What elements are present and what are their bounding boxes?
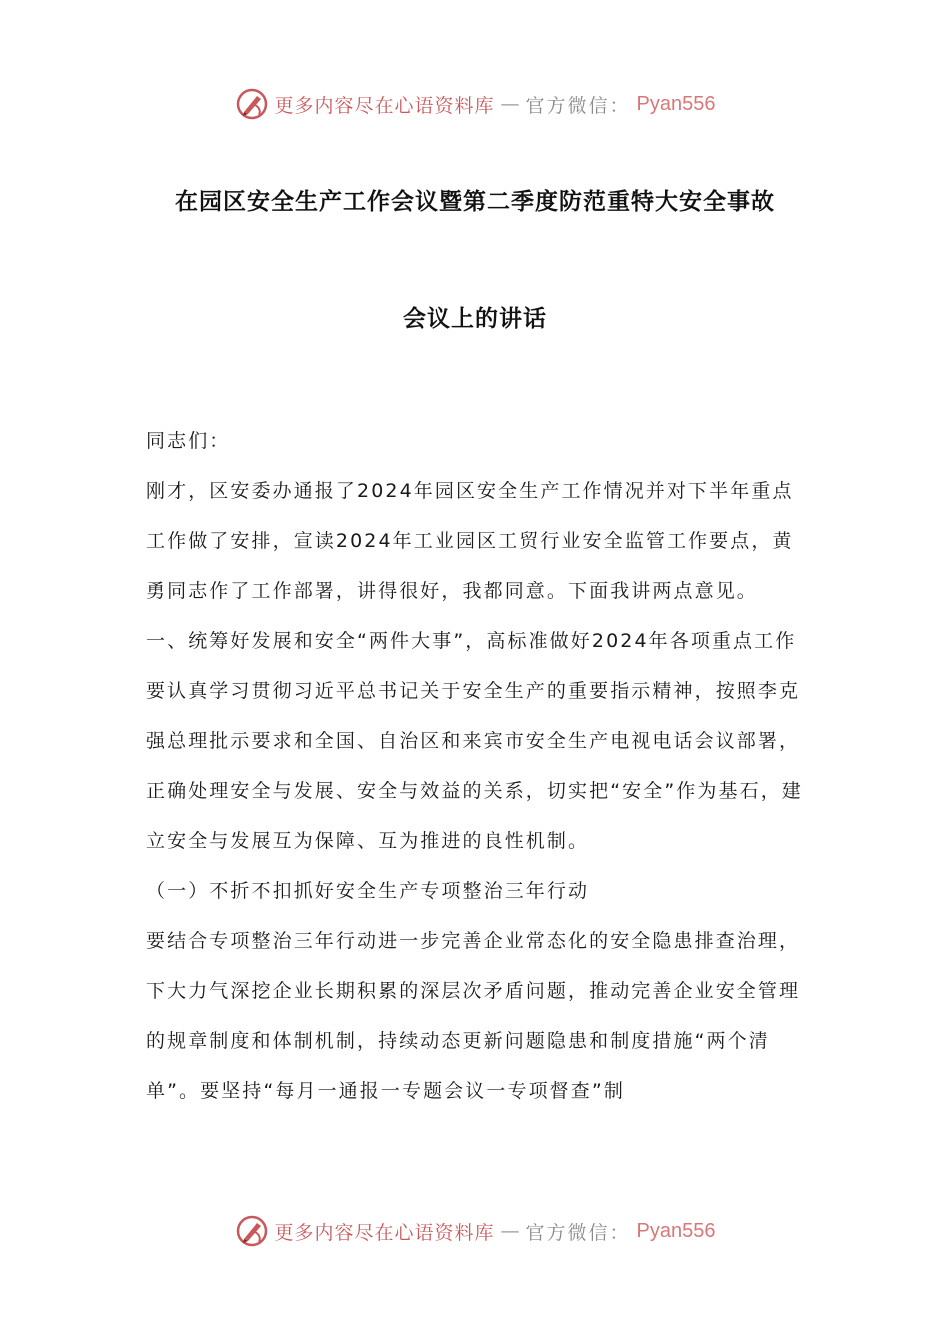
watermark-separator: — [500, 93, 520, 115]
watermark-banner-top [0, 84, 950, 124]
paragraph-2: 要认真学习贯彻习近平总书记关于安全生产的重要指示精神，按照李克强总理批示要求和全国、自治区和来宾市安全生产电视电话会议部署，正确处理安全与发展、安全与效益的关系，切实把“安全”作为基石，建立安全与发展互为保障、互为推进的良性机制。 [146, 680, 803, 852]
watermark-wechat-id: Pyan556 [636, 92, 716, 115]
document-title-line1: 在园区安全生产工作会议暨第二季度防范重特大安全事故 [175, 189, 775, 215]
document-title-line2: 会议上的讲话 [403, 306, 547, 332]
watermark-wechat-id: Pyan556 [636, 1219, 716, 1242]
pen-logo-icon [235, 87, 269, 121]
pen-logo-icon [235, 1214, 269, 1248]
watermark-separator: — [500, 1220, 520, 1242]
paragraph-3: 要结合专项整治三年行动进一步完善企业常态化的安全隐患排查治理，下大力气深挖企业长期积累的深层次矛盾问题，推动完善企业安全管理的规章制度和体制机制，持续动态更新问题隐患和制度措施“两个清单”。要坚持“每月一通报一专题会议一专项督查”制 [146, 930, 801, 1102]
watermark-banner-bottom [0, 1211, 950, 1251]
salutation: 同志们： [146, 430, 231, 452]
paragraph-1: 刚才，区安委办通报了2024年园区安全生产工作情况并对下半年重点工作做了安排，宣读2024年工业园区工贸行业安全监管工作要点，黄勇同志作了工作部署，讲得很好，我都同意。下面我讲两点意见。 [146, 480, 794, 602]
watermark-official-label: 官方微信： [525, 1221, 631, 1244]
watermark-official-label: 官方微信： [525, 94, 631, 117]
document-body [146, 416, 806, 1116]
subsection-heading-1: （一）不折不扣抓好安全生产专项整治三年行动 [146, 880, 590, 902]
section-heading-1: 一、统筹好发展和安全“两件大事”，高标准做好2024年各项重点工作 [146, 630, 797, 652]
watermark-brand: 更多内容尽在心语资料库 [274, 1221, 495, 1244]
watermark-brand: 更多内容尽在心语资料库 [274, 94, 495, 117]
